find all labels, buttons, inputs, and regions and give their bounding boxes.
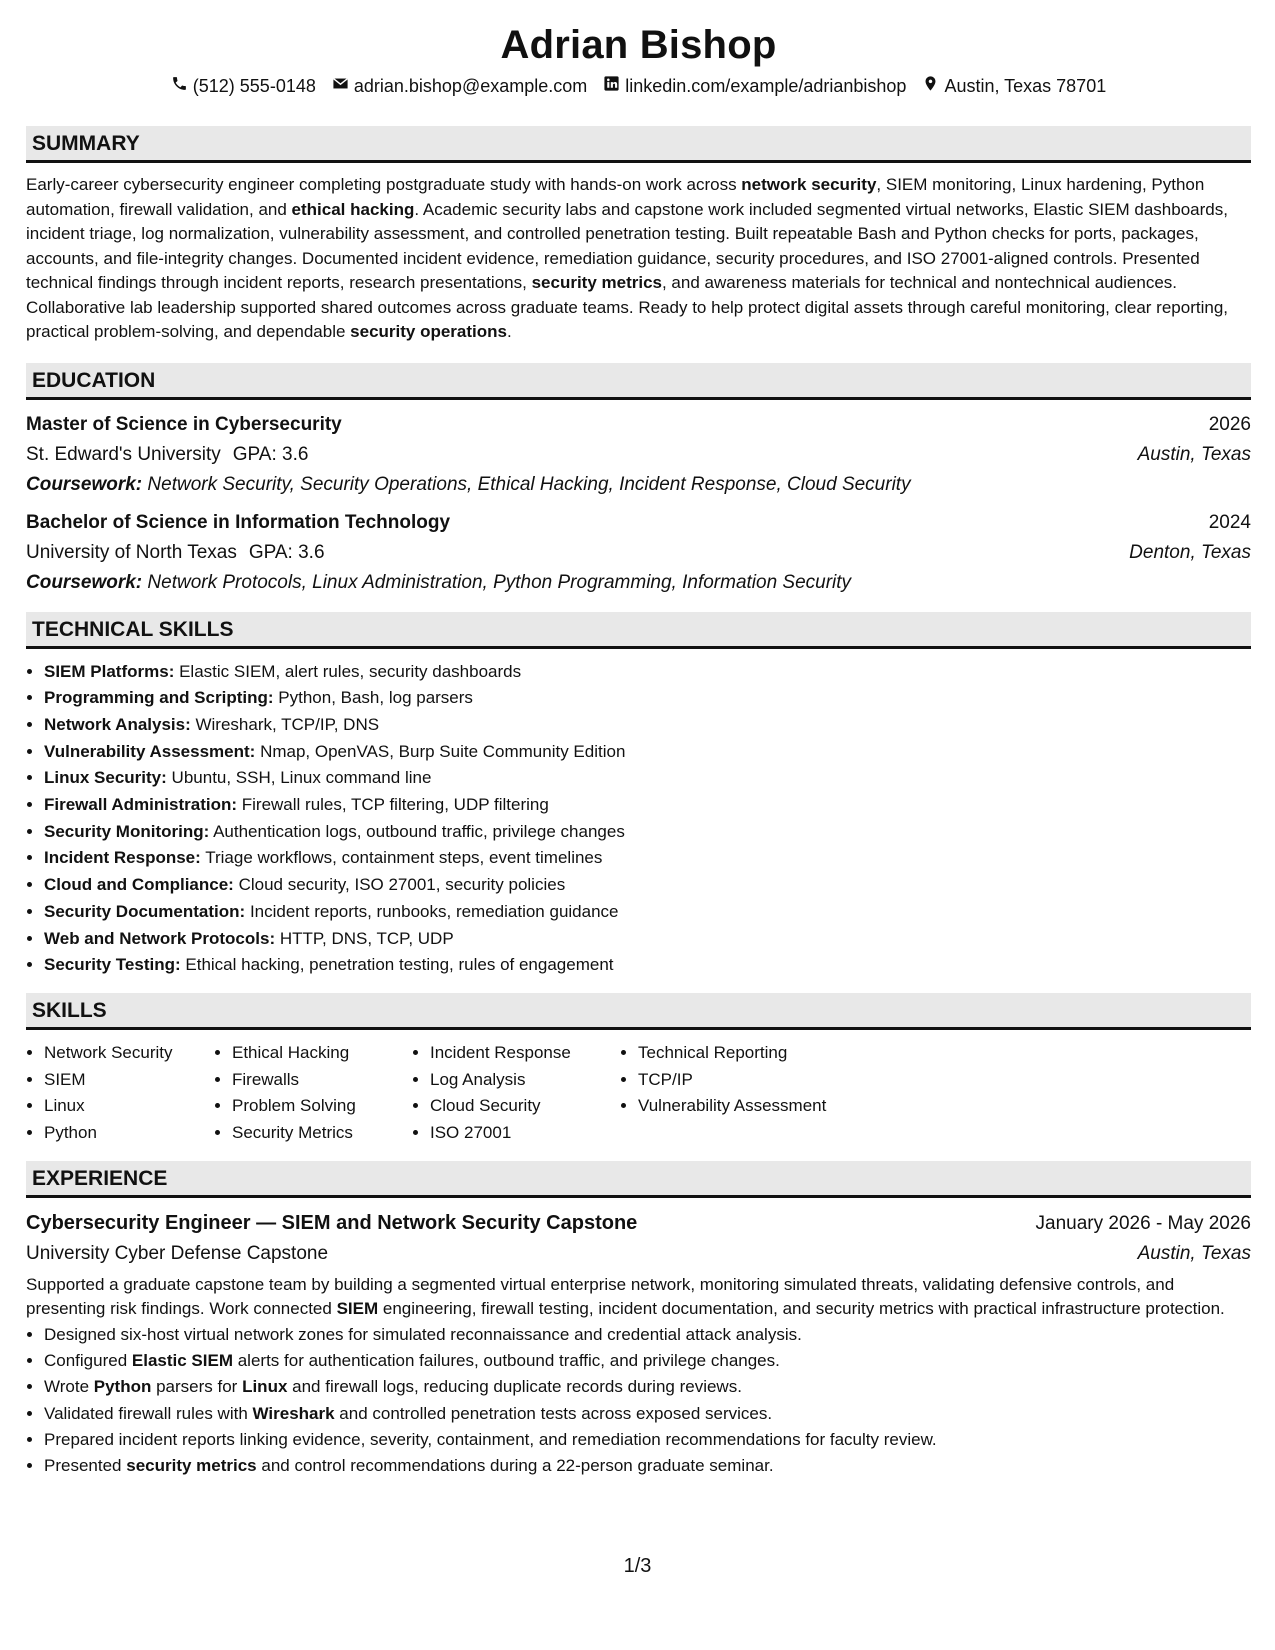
emphasis-text: security metrics bbox=[531, 273, 662, 292]
skill-item: • Problem Solving bbox=[232, 1093, 412, 1120]
contact-email[interactable] bbox=[332, 74, 587, 98]
section-heading-education: EDUCATION bbox=[26, 363, 1251, 400]
list-item bbox=[44, 1322, 1251, 1348]
skill-item: • ISO 27001 bbox=[430, 1120, 620, 1147]
section-heading-technical-skills: TECHNICAL SKILLS bbox=[26, 612, 1251, 649]
education-list bbox=[26, 410, 1251, 598]
skill-category: Firewall Administration: bbox=[44, 795, 238, 815]
emphasis-text: Linux bbox=[242, 1377, 288, 1397]
skill-item: • Ethical Hacking bbox=[232, 1040, 412, 1067]
list-item bbox=[44, 712, 1251, 739]
list-item bbox=[44, 659, 1251, 686]
skill-category: SIEM Platforms: bbox=[44, 661, 175, 681]
page-number: 1/3 bbox=[623, 1555, 652, 1577]
skill-category: Cloud and Compliance: bbox=[44, 875, 234, 895]
text-run: Early-career cybersecurity engineer completing postgraduate study with hands-on work across bbox=[26, 175, 742, 194]
summary-paragraph bbox=[26, 173, 1251, 345]
skill-values: Python, Bash, log parsers bbox=[278, 688, 473, 708]
school-name: St. Edward's University bbox=[26, 443, 221, 465]
skills-column bbox=[26, 1040, 214, 1147]
list-item bbox=[44, 685, 1251, 712]
list-item bbox=[44, 926, 1251, 953]
skill-values: Ethical hacking, penetration testing, rules of engagement bbox=[185, 955, 614, 975]
coursework-list: Network Security, Security Operations, Ethical Hacking, Incident Response, Cloud Security bbox=[147, 473, 911, 495]
skill-item: • Vulnerability Assessment bbox=[638, 1093, 898, 1120]
section-heading-experience: EXPERIENCE bbox=[26, 1161, 1251, 1198]
contact-linkedin[interactable] bbox=[603, 74, 906, 98]
text-run: alerts for authentication failures, outbound traffic, and privilege changes. bbox=[233, 1351, 780, 1371]
skill-values: Elastic SIEM, alert rules, security dashboards bbox=[179, 661, 522, 681]
contact-bar bbox=[26, 74, 1251, 98]
section-heading-summary: SUMMARY bbox=[26, 126, 1251, 163]
graduation-year: 2024 bbox=[1208, 511, 1251, 533]
school-location: Denton, Texas bbox=[1129, 541, 1251, 563]
school-location: Austin, Texas bbox=[1137, 443, 1251, 465]
experience-entry bbox=[26, 1208, 1251, 1480]
skill-values: Incident reports, runbooks, remediation guidance bbox=[249, 901, 619, 921]
skill-values: Ubuntu, SSH, Linux command line bbox=[171, 768, 432, 788]
skill-category: Security Documentation: bbox=[44, 901, 246, 921]
skill-item: • Linux bbox=[44, 1093, 214, 1120]
skill-item: • Security Metrics bbox=[232, 1120, 412, 1147]
envelope-icon bbox=[332, 74, 349, 98]
skills-grid bbox=[26, 1040, 1251, 1147]
skill-values: Nmap, OpenVAS, Burp Suite Community Edition bbox=[260, 741, 626, 761]
text-run: Supported a graduate capstone team by building a segmented virtual enterprise network, monitoring simulated threats, validating defensive controls, and presenting risk findings. Work connected bbox=[26, 1274, 1175, 1319]
list-item bbox=[44, 739, 1251, 766]
skill-item: • Log Analysis bbox=[430, 1067, 620, 1094]
linkedin-icon bbox=[603, 74, 620, 98]
school-line bbox=[26, 440, 308, 470]
gpa: GPA: 3.6 bbox=[248, 541, 325, 563]
skills-column bbox=[412, 1040, 620, 1147]
text-run: Validated firewall rules with bbox=[44, 1403, 253, 1423]
list-item bbox=[44, 845, 1251, 872]
skill-category: Security Monitoring: bbox=[44, 821, 210, 841]
coursework-label: Coursework: bbox=[26, 571, 143, 593]
degree-title: Bachelor of Science in Information Technology bbox=[26, 511, 451, 533]
text-run: Prepared incident reports linking evidence, severity, containment, and remediation recommendations for faculty review. bbox=[44, 1429, 937, 1449]
list-item bbox=[44, 765, 1251, 792]
skill-values: Wireshark, TCP/IP, DNS bbox=[195, 714, 380, 734]
list-item bbox=[44, 792, 1251, 819]
text-run: and control recommendations during a 22-person graduate seminar. bbox=[256, 1456, 774, 1476]
education-entry bbox=[26, 410, 1251, 500]
skills-column bbox=[620, 1040, 898, 1147]
skill-category: Security Testing: bbox=[44, 955, 181, 975]
job-bullets bbox=[26, 1322, 1251, 1480]
education-entry bbox=[26, 508, 1251, 598]
skills-column bbox=[214, 1040, 412, 1147]
linkedin-text[interactable]: linkedin.com/example/adrianbishop bbox=[625, 76, 907, 96]
school-line bbox=[26, 538, 325, 568]
list-item bbox=[44, 872, 1251, 899]
skill-category: Linux Security: bbox=[44, 768, 167, 788]
list-item bbox=[44, 1348, 1251, 1374]
skill-item: • Cloud Security bbox=[430, 1093, 620, 1120]
phone-text: (512) 555-0148 bbox=[192, 76, 316, 96]
text-run: and controlled penetration tests across exposed services. bbox=[334, 1403, 773, 1423]
job-title: Cybersecurity Engineer — SIEM and Network Security Capstone bbox=[26, 1211, 638, 1234]
emphasis-text: Elastic SIEM bbox=[131, 1351, 233, 1371]
skill-item: • Firewalls bbox=[232, 1067, 412, 1094]
skill-values: Triage workflows, containment steps, event timelines bbox=[205, 848, 603, 868]
degree-title: Master of Science in Cybersecurity bbox=[26, 413, 342, 435]
location-text: Austin, Texas 78701 bbox=[944, 76, 1107, 96]
gpa: GPA: 3.6 bbox=[232, 443, 309, 465]
skill-values: Authentication logs, outbound traffic, privilege changes bbox=[213, 821, 625, 841]
text-run: Designed six-host virtual network zones for simulated reconnaissance and credential attack analysis. bbox=[44, 1324, 802, 1344]
text-run: . Academic security labs and capstone work included segmented virtual networks, Elastic SIEM dashboards, incident triage, log normalization, vulnerability assessment, and controlled penetration testing. Built repeatable Bash and Python checks for ports, packages, accounts, and file-integrity changes. Documented incident evidence, remediation guidance, security procedures, and ISO 27001-aligned controls. Presented technical findings through incident reports, research presentations, bbox=[26, 199, 1228, 292]
coursework-line bbox=[26, 568, 1251, 598]
text-run: , and awareness materials for technical and nontechnical audiences. Collaborative lab leadership supported shared outcomes across graduate teams. Ready to help protect digital assets through careful monitoring, clear reporting, practical problem-solving, and dependable bbox=[26, 273, 1229, 341]
email-text[interactable]: adrian.bishop@example.com bbox=[353, 76, 588, 96]
job-organization: University Cyber Defense Capstone bbox=[26, 1242, 329, 1264]
text-run: Presented bbox=[44, 1456, 127, 1476]
text-run: engineering, firewall testing, incident documentation, and security metrics with practical infrastructure protection. bbox=[378, 1299, 1225, 1319]
skill-item: • TCP/IP bbox=[638, 1067, 898, 1094]
emphasis-text: security operations bbox=[350, 322, 507, 341]
section-heading-skills: SKILLS bbox=[26, 993, 1251, 1030]
skill-category: Incident Response: bbox=[44, 848, 201, 868]
list-item bbox=[44, 1401, 1251, 1427]
text-run: , SIEM monitoring, Linux hardening, Python automation, firewall validation, and bbox=[26, 175, 1205, 219]
skill-item: • Network Security bbox=[44, 1040, 214, 1067]
technical-skills-list bbox=[26, 659, 1251, 979]
candidate-name: Adrian Bishop bbox=[500, 23, 777, 67]
coursework-label: Coursework: bbox=[26, 473, 143, 495]
skill-item: • Technical Reporting bbox=[638, 1040, 898, 1067]
job-location: Austin, Texas bbox=[1137, 1242, 1251, 1264]
list-item bbox=[44, 952, 1251, 979]
job-dates: January 2026 - May 2026 bbox=[1035, 1212, 1251, 1234]
emphasis-text: network security bbox=[741, 175, 877, 194]
skill-values: Cloud security, ISO 27001, security policies bbox=[238, 875, 566, 895]
text-run: parsers for bbox=[151, 1377, 243, 1397]
emphasis-text: Wireshark bbox=[252, 1403, 335, 1423]
text-run: Wrote bbox=[44, 1377, 94, 1397]
skill-values: Firewall rules, TCP filtering, UDP filtering bbox=[241, 795, 549, 815]
phone-icon bbox=[171, 74, 188, 98]
coursework-list: Network Protocols, Linux Administration, Python Programming, Information Security bbox=[147, 571, 852, 593]
school-name: University of North Texas bbox=[26, 541, 237, 563]
text-run: and firewall logs, reducing duplicate records during reviews. bbox=[287, 1377, 742, 1397]
emphasis-text: SIEM bbox=[336, 1299, 379, 1319]
text-run: Configured bbox=[44, 1351, 132, 1371]
list-item bbox=[44, 1374, 1251, 1400]
graduation-year: 2026 bbox=[1208, 413, 1251, 435]
skill-category: Vulnerability Assessment: bbox=[44, 741, 256, 761]
map-pin-icon bbox=[922, 74, 939, 98]
text-run: . bbox=[506, 322, 512, 341]
contact-phone bbox=[171, 74, 316, 98]
list-item bbox=[44, 819, 1251, 846]
coursework-line bbox=[26, 470, 1251, 500]
emphasis-text: ethical hacking bbox=[291, 199, 415, 219]
list-item bbox=[44, 1427, 1251, 1453]
list-item bbox=[44, 1453, 1251, 1479]
contact-location bbox=[922, 74, 1106, 98]
skill-category: Programming and Scripting: bbox=[44, 688, 274, 708]
list-item bbox=[44, 899, 1251, 926]
skill-item: • SIEM bbox=[44, 1067, 214, 1094]
emphasis-text: Python bbox=[93, 1377, 152, 1397]
job-description bbox=[26, 1273, 1251, 1322]
skill-item: • Python bbox=[44, 1120, 214, 1147]
skill-values: HTTP, DNS, TCP, UDP bbox=[279, 928, 454, 948]
skill-category: Web and Network Protocols: bbox=[44, 928, 276, 948]
emphasis-text: security metrics bbox=[126, 1456, 257, 1476]
skill-category: Network Analysis: bbox=[44, 714, 191, 734]
skill-item: • Incident Response bbox=[430, 1040, 620, 1067]
